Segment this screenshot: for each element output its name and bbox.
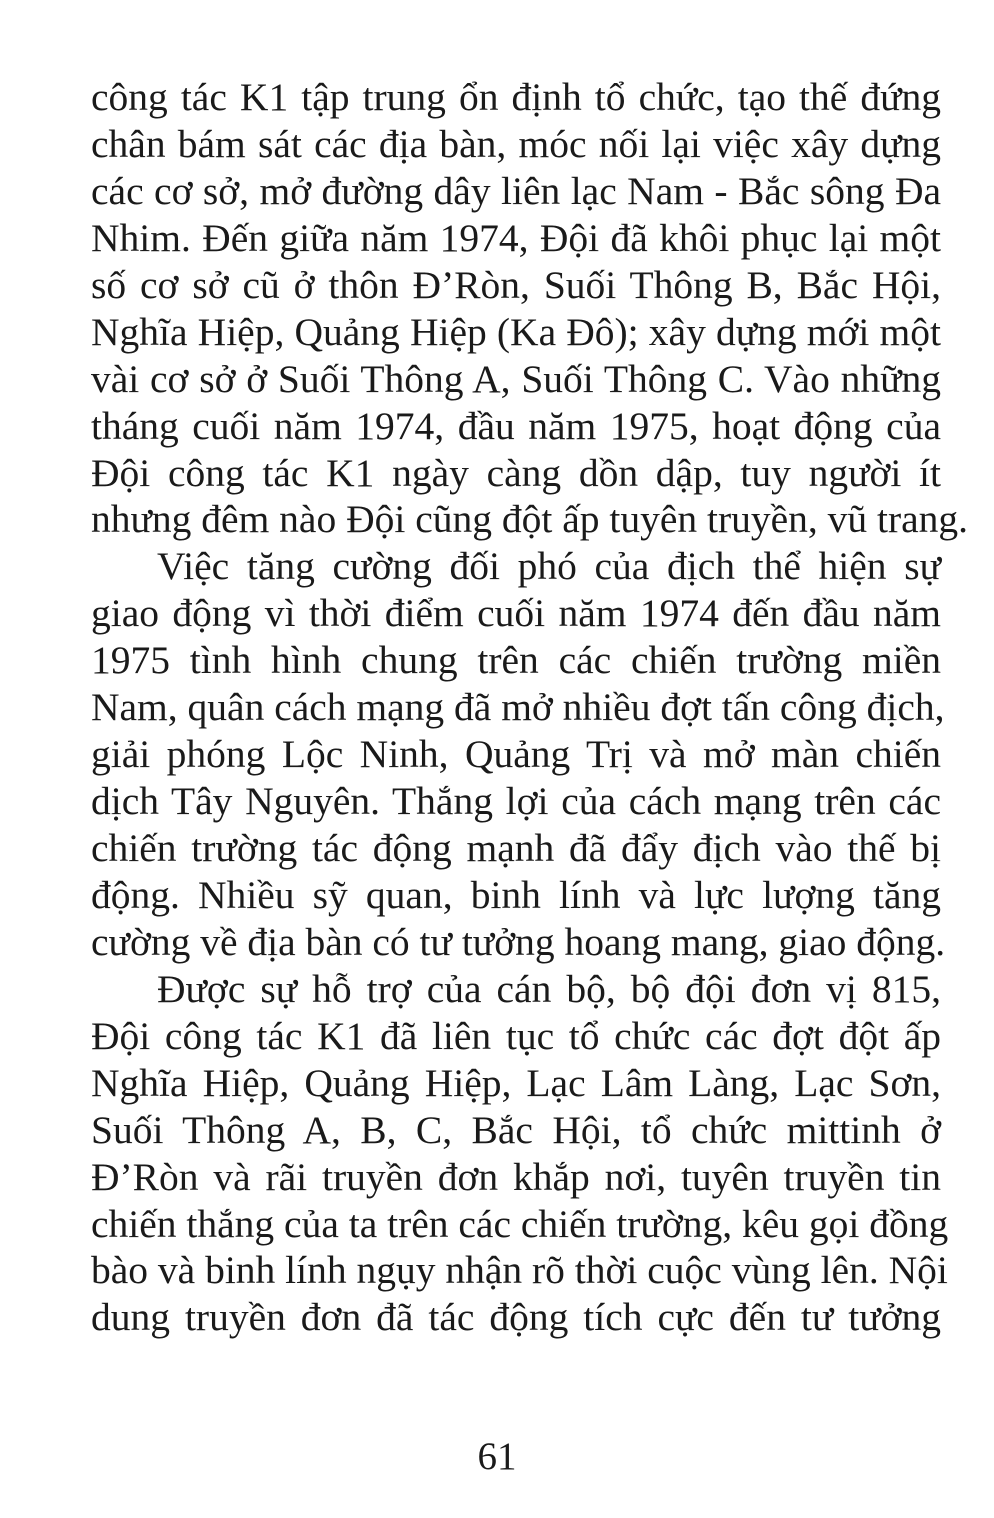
text-line: cường về địa bàn có tư tưởng hoang mang, giao động. [91,919,946,964]
text-line: nhưng đêm nào Đội cũng đột ấp tuyên truyền, vũ trang. [91,497,969,542]
text-line: Nhim. Đến giữa năm 1974, Đội đã khôi phục lại một [91,215,941,260]
text-line: Nghĩa Hiệp, Quảng Hiệp (Ka Đô); xây dựng mới một [91,309,941,354]
text-line: Đ’Ròn và rãi truyền đơn khắp nơi, tuyên truyền tin [91,1154,941,1199]
text-line: Đội công tác K1 đã liên tục tổ chức các đợt đột ấp [91,1013,941,1058]
text-line: Nghĩa Hiệp, Quảng Hiệp, Lạc Lâm Làng, Lạc Sơn, [91,1060,941,1105]
text-line: chân bám sát các địa bàn, móc nối lại việc xây dựng [91,121,941,166]
text-line: giao động vì thời điểm cuối năm 1974 đến đầu năm [91,591,941,636]
page-number: 61 [477,1435,517,1478]
text-line: chiến trường tác động mạnh đã đẩy địch vào thế bị [91,826,941,870]
text-line: chiến thắng của ta trên các chiến trường, kêu gọi đồng [91,1201,949,1246]
text-line: giải phóng Lộc Ninh, Quảng Trị và mở màn chiến [91,732,941,777]
text-line: bào và binh lính ngụy nhận rõ thời cuộc vùng lên. Nội [91,1248,948,1293]
text-line: tháng cuối năm 1974, đầu năm 1975, hoạt động của [91,403,941,448]
text-line: vài cơ sở ở Suối Thông A, Suối Thông C. Vào những [91,356,941,401]
paragraph-first-line: Được sự hỗ trợ của cán bộ, bộ đội đơn vị 815, [157,966,941,1011]
text-line: động. Nhiều sỹ quan, binh lính và lực lượng tăng [91,872,941,917]
text-line: dung truyền đơn đã tác động tích cực đến tư tưởng [91,1295,941,1340]
text-line: 1975 tình hình chung trên các chiến trường miền [91,638,941,683]
text-line: các cơ sở, mở đường dây liên lạc Nam - Bắc sông Đa [91,168,941,213]
text-line: công tác K1 tập trung ổn định tổ chức, tạo thế đứng [91,75,941,119]
text-line: Đội công tác K1 ngày càng dồn dập, tuy người ít [91,450,941,495]
paragraph-first-line: Việc tăng cường đối phó của địch thể hiện sự [157,544,941,589]
text-line: số cơ sở cũ ở thôn Đ’Ròn, Suối Thông B, Bắc Hội, [91,262,941,307]
text-line: Nam, quân cách mạng đã mở nhiều đợt tấn công địch, [91,685,945,730]
text-line: dịch Tây Nguyên. Thắng lợi của cách mạng trên các [91,779,941,824]
text-line: Suối Thông A, B, C, Bắc Hội, tổ chức mittinh ở [91,1107,941,1152]
body-text [91,74,969,1341]
